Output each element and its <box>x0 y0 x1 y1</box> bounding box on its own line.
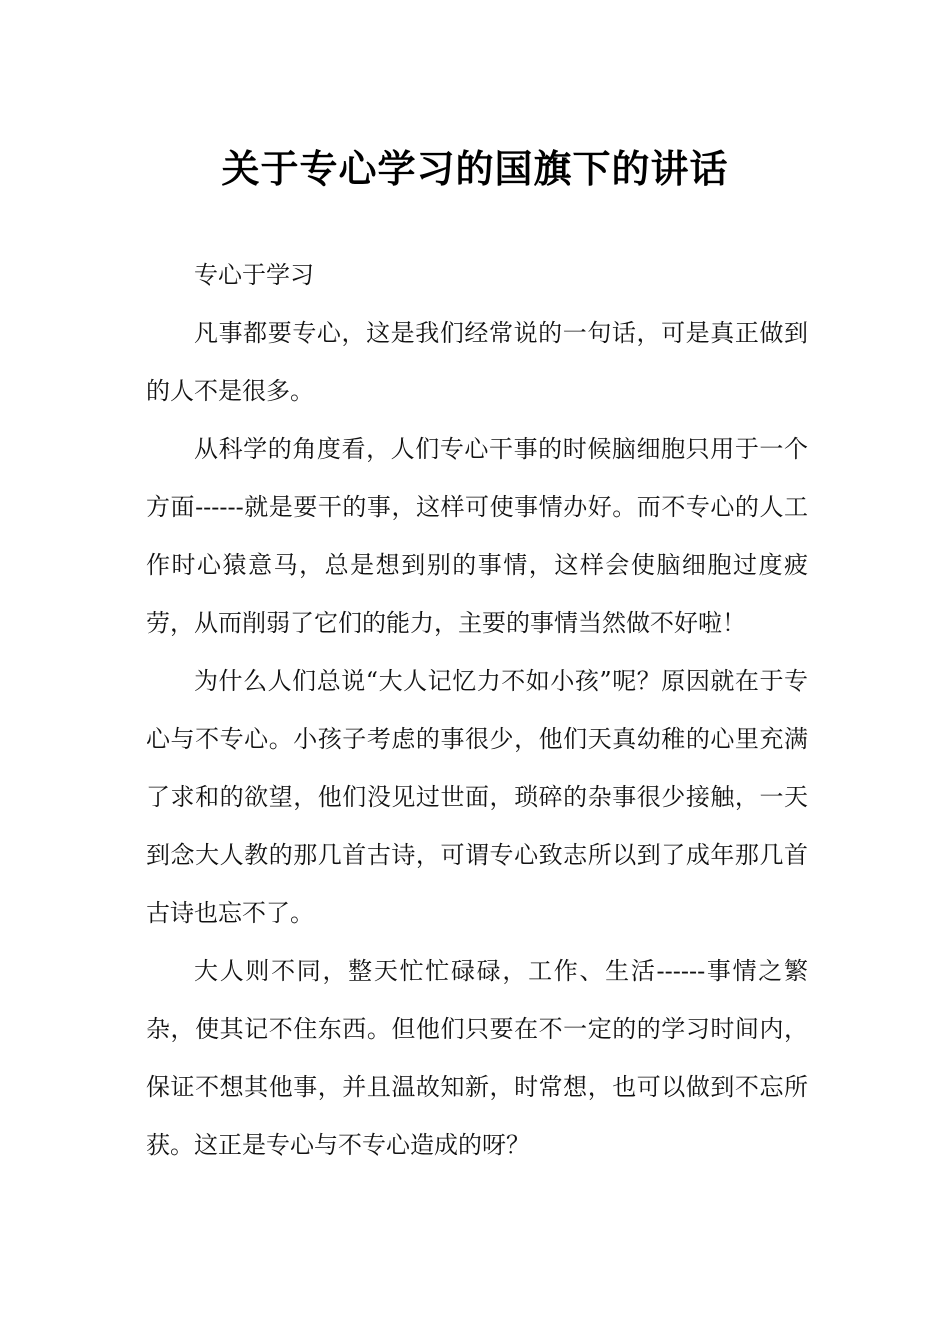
paragraph: 从科学的角度看，人们专心干事的时候脑细胞只用于一个方面------就是要干的事，这样可使事情办好。而不专心的人工作时心猿意马，总是想到别的事情，这样会使脑细胞过度疲劳，从而削弱了它们的能力，主要的事情当然做不好啦！ <box>146 435 808 637</box>
paragraph-heading: 专心于学习 <box>194 261 314 289</box>
document-title: 关于专心学习的国旗下的讲话 <box>221 146 729 192</box>
paragraph: 凡事都要专心，这是我们经常说的一句话，可是真正做到的人不是很多。 <box>146 319 808 405</box>
paragraph: 为什么人们总说“大人记忆力不如小孩”呢？原因就在于专心与不专心。小孩子考虑的事很少，他们天真幼稚的心里充满了求和的欲望，他们没见过世面，琐碎的杂事很少接触，一天到念大人教的那几首古诗，可谓专心致志所以到了成年那几首古诗也忘不了。 <box>146 667 808 927</box>
document-body <box>146 246 808 1174</box>
paragraph: 大人则不同，整天忙忙碌碌，工作、生活------事情之繁杂，使其记不住东西。但他们只要在不一定的的学习时间内，保证不想其他事，并且温故知新，时常想，也可以做到不忘所获。这正是专心与不专心造成的呀？ <box>146 957 808 1159</box>
